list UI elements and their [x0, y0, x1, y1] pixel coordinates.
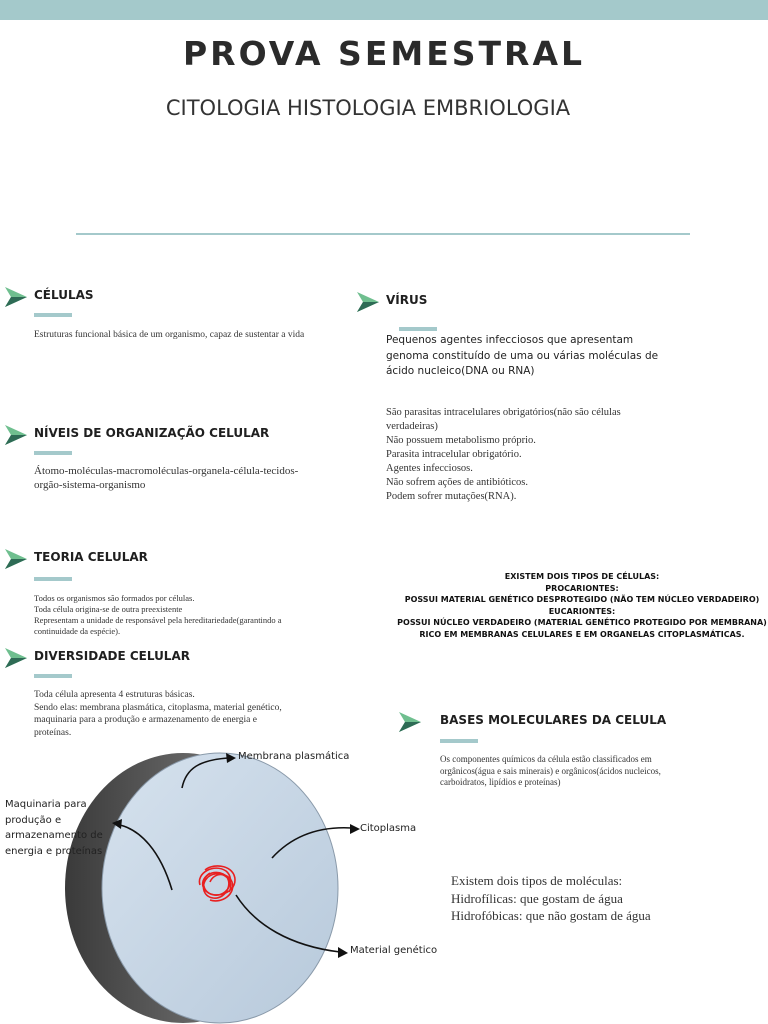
section-heading-teoria: TEORIA CELULAR	[34, 550, 148, 564]
top-accent-bar	[0, 0, 768, 20]
label-membrana: Membrana plasmática	[238, 751, 350, 762]
cell-disc	[65, 753, 338, 1023]
chevron-arrow-icon	[5, 648, 27, 668]
diversidade-text: Toda célula apresenta 4 estruturas básicas. Sendo elas: membrana plasmática, citoplasma, material genético, maquinaria para a produção e armazenamento de energia e proteínas.	[34, 690, 282, 738]
section-bar	[34, 674, 72, 678]
section-heading-niveis: NÍVEIS DE ORGANIZAÇÃO CELULAR	[34, 426, 270, 440]
section-bar	[34, 313, 72, 317]
chevron-arrow-icon	[5, 287, 27, 307]
chevron-arrow-icon	[5, 425, 27, 445]
chevron-arrow-icon	[5, 549, 27, 569]
virus-list: São parasitas intracelulares obrigatórios(não são células verdadeiras) Não possuem metabolismo próprio. Parasita intracelular obrigatório. Agentes infecciosos. Não sofrem ações de antibióticos. Podem sofrer mutações(RNA).	[386, 407, 621, 502]
celulas-text: Estruturas funcional básica de um organismo, capaz de sustentar a vida	[34, 330, 305, 340]
section-bar	[399, 327, 437, 331]
molecules-text: Existem dois tipos de moléculas: Hidrofílicas: que gostam de água Hidrofóbicas: que não gostam de água	[451, 873, 651, 923]
chevron-arrow-icon	[399, 712, 421, 732]
bases-text: Os componentes químicos da célula estão classificados em orgânicos(água e sais minerais) e orgânicos(ácidos nucleicos, carboidratos, lipídios e proteínas)	[440, 754, 661, 787]
label-citoplasma: Citoplasma	[360, 823, 417, 834]
section-bar	[34, 451, 72, 455]
cell-diagram	[0, 740, 460, 1024]
virus-intro: Pequenos agentes infecciosos que apresentam genoma constituído de uma ou várias moléculas de ácido nucleico(DNA ou RNA)	[386, 334, 659, 377]
section-heading-virus: VÍRUS	[386, 293, 428, 307]
label-maquinaria: Maquinaria para produção e armazenamento de energia e proteínas	[5, 799, 103, 857]
section-heading-bases: BASES MOLECULARES DA CELULA	[440, 713, 667, 727]
teoria-text: Todos os organismos são formados por células. Toda célula origina-se de outra preexistente Representam a unidade de responsável pela hereditariedade(garantindo a continuidade da espécie).	[34, 593, 282, 636]
chevron-arrow-icon	[357, 292, 379, 312]
niveis-text: Átomo-moléculas-macromoléculas-organela-célula-tecidos-orgão-sistema-organismo	[34, 465, 299, 491]
cell-types-block: EXISTEM DOIS TIPOS DE CÉLULAS: PROCARIONTES: POSSUI MATERIAL GENÉTICO DESPROTEGIDO (NÃO TEM NÚCLEO VERDADEIRO) EUCARIONTES: POSSUI NÚCLEO VERDADEIRO (MATERIAL GENÉTICO PROTEGIDO POR MEMBRANA) RICO EM MEMBRANAS CELULARES E EM ORGANELAS CITOPLASMÁTICAS.	[397, 572, 767, 639]
section-heading-celulas: CÉLULAS	[34, 288, 94, 302]
label-material: Material genético	[350, 945, 438, 956]
header-divider	[76, 233, 690, 235]
page-subtitle: CITOLOGIA HISTOLOGIA EMBRIOLOGIA	[165, 96, 571, 120]
section-heading-diversidade: DIVERSIDADE CELULAR	[34, 649, 190, 663]
page-title: PROVA SEMESTRAL	[182, 34, 586, 73]
section-bar	[34, 577, 72, 581]
